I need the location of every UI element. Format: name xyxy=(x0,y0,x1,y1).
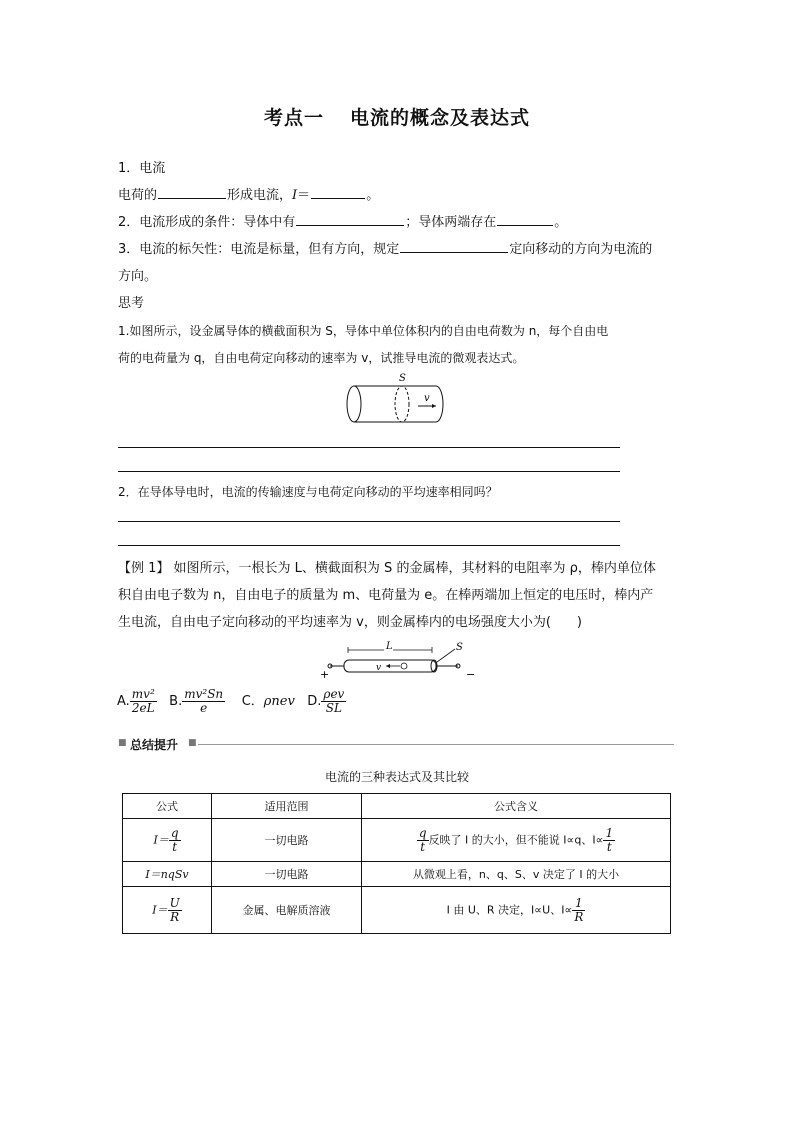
blank-field[interactable] xyxy=(296,213,404,226)
title-part2: 电流的概念及表达式 xyxy=(350,107,531,129)
question1-line1: 1.如图所示，设金属导体的横截面积为 S，导体中单位体积内的自由电荷数为 n，每个自由电 xyxy=(118,324,609,338)
velocity-arrowhead xyxy=(432,404,436,408)
answer-options xyxy=(117,688,346,715)
label-v: v xyxy=(424,393,430,404)
header-formula: 公式 xyxy=(123,794,212,819)
cylinder-left-end xyxy=(347,386,361,422)
blank-field[interactable] xyxy=(400,240,508,253)
answer-line xyxy=(118,521,620,522)
header-meaning: 公式含义 xyxy=(362,794,671,819)
blank-field[interactable] xyxy=(311,186,365,199)
summary-label: 总结提升 xyxy=(130,738,179,752)
scope-cell: 一切电路 xyxy=(212,862,362,887)
electron-arrowhead xyxy=(386,664,390,668)
scope-cell: 金属、电解质溶液 xyxy=(212,887,362,934)
option-A[interactable]: A. $\frac{\text{mv²}}{2eL}$ xyxy=(117,687,155,715)
divider xyxy=(198,744,674,745)
label-minus: − xyxy=(466,668,476,680)
conductor-cylinder-figure xyxy=(340,370,455,428)
formula-cell: I＝nqSv xyxy=(123,862,212,887)
label-v: v xyxy=(376,663,382,673)
option-C[interactable]: C．ρnev xyxy=(241,694,295,709)
example-tag: 【例 1】 xyxy=(118,561,170,576)
section1-heading: 1．电流 xyxy=(118,161,166,176)
answer-line xyxy=(118,471,620,472)
table-title: 电流的三种表达式及其比较 xyxy=(324,770,469,784)
section2-line: 2．电流形成的条件：导体中有 ；导体两端存在 。 xyxy=(118,215,568,230)
title-part1: 考点一 xyxy=(263,107,324,129)
page-title xyxy=(0,103,794,130)
example1-line1: 【例 1】 如图所示，一根长为 L、横截面积为 S 的金属棒，其材料的电阻率为 ρ，棒内单位体 xyxy=(118,561,656,576)
option-B[interactable]: B. $\frac{\text{mv²Sn}}{e}$ xyxy=(169,687,224,715)
meaning-cell: 从微观上看，n、q、S、v 决定了 I 的大小 xyxy=(362,862,671,887)
bullet-icon: ■ xyxy=(188,738,197,748)
electron xyxy=(401,663,407,669)
section3-line: 3．电流的标矢性：电流是标量，但有方向，规定 定向移动的方向为电流的 xyxy=(118,242,653,257)
table-row xyxy=(123,862,671,887)
label-S: S xyxy=(456,642,463,653)
cross-section-S xyxy=(395,386,409,422)
question2: 2．在导体导电时，电流的传输速度与电荷定向移动的平均速率相同吗？ xyxy=(118,485,498,499)
blank-field[interactable] xyxy=(497,213,553,226)
formula-cell: I＝ $\frac{q}{t}$ xyxy=(123,819,212,862)
label-S: S xyxy=(399,373,406,384)
cylinder-right-end xyxy=(436,386,443,422)
example1-line2: 积自由电子数为 n，自由电子的质量为 m、电荷量为 e。在棒两端加上恒定的电压时，棒内产 xyxy=(118,588,654,603)
option-D[interactable]: D. $\frac{\text{ρev}}{SL}$ xyxy=(307,687,345,715)
think-heading: 思考 xyxy=(118,296,145,311)
label-plus: + xyxy=(320,668,330,680)
section1-line: 电荷的 形成电流，I＝ 。 xyxy=(118,188,380,203)
blank-field[interactable] xyxy=(158,186,226,199)
S-pointer xyxy=(437,649,455,662)
scope-cell: 一切电路 xyxy=(212,819,362,862)
meaning-cell: $\frac{q}{t}$ 反映了 I 的大小，但不能说 I∝q、I∝ $\frac{1}{t}$ xyxy=(362,819,671,862)
section3-wrap: 方向。 xyxy=(118,269,158,284)
summary-header xyxy=(118,737,674,751)
metal-rod-figure xyxy=(318,640,478,680)
comparison-table xyxy=(122,793,671,934)
answer-line xyxy=(118,447,620,448)
formula-cell: I＝ $\frac{U}{R}$ xyxy=(123,887,212,934)
answer-line xyxy=(118,545,620,546)
label-L: L xyxy=(386,641,393,652)
header-scope: 适用范围 xyxy=(212,794,362,819)
question1-line2: 荷的电荷量为 q，自由电荷定向移动的速率为 v，试推导电流的微观表达式。 xyxy=(118,351,525,365)
table-row xyxy=(123,819,671,862)
bullet-icon: ■ xyxy=(118,738,127,748)
meaning-cell: I 由 U、R 决定，I∝U、I∝ $\frac{1}{R}$ xyxy=(362,887,671,934)
table-header-row xyxy=(123,794,671,819)
example1-line3: 生电流，自由电子定向移动的平均速率为 v，则金属棒内的电场强度大小为( ) xyxy=(118,615,582,630)
table-row xyxy=(123,887,671,934)
